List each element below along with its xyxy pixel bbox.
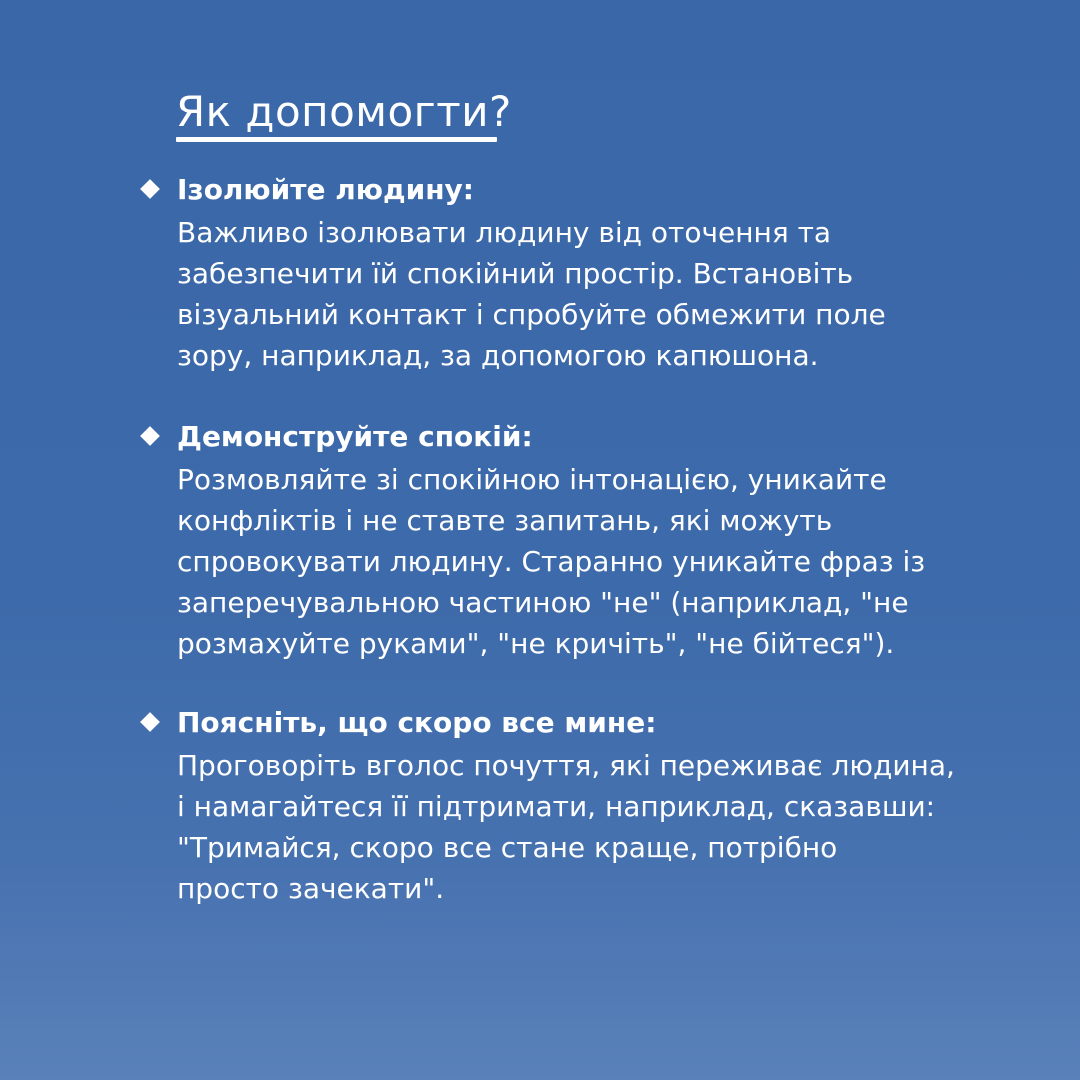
tip-section-isolate xyxy=(140,172,940,376)
tip-text-line: розмахуйте руками", "не кричіть", "не бійтеся"). xyxy=(177,627,895,660)
tip-text-line: Проговоріть вголос почуття, які переживає людина, xyxy=(177,749,955,782)
tip-body xyxy=(177,745,955,909)
diamond-bullet-icon xyxy=(140,712,160,732)
diamond-bullet-icon xyxy=(140,426,160,446)
tip-body xyxy=(177,212,940,376)
tip-text-line: спровокувати людину. Старанно уникайте фраз із xyxy=(177,545,926,578)
tip-text-line: візуальний контакт і спробуйте обмежити поле xyxy=(177,298,886,331)
diamond-bullet-icon xyxy=(140,179,160,199)
tip-body xyxy=(177,459,940,664)
tip-section-calm xyxy=(140,419,940,664)
page-title: Як допомогти? xyxy=(176,87,512,136)
tip-title: Ізолюйте людину: xyxy=(177,173,474,206)
tip-text-line: забезпечити їй спокійний простір. Встановіть xyxy=(177,257,854,290)
tip-text-line: просто зачекати". xyxy=(177,872,445,905)
tip-header xyxy=(140,172,940,212)
tip-text-line: Важливо ізолювати людину від оточення та xyxy=(177,216,832,249)
tip-text-line: "Тримайся, скоро все стане краще, потрібно xyxy=(177,831,838,864)
tip-text-line: конфліктів і не ставте запитань, які можуть xyxy=(177,504,833,537)
tip-section-explain xyxy=(140,705,955,909)
tip-header xyxy=(140,419,940,459)
tip-header xyxy=(140,705,940,745)
tip-text-line: заперечувальною частиною "не" (наприклад, "не xyxy=(177,586,909,619)
tip-text-line: і намагайтеся її підтримати, наприклад, сказавши: xyxy=(177,790,936,823)
tip-title: Демонструйте спокій: xyxy=(177,420,533,453)
tip-text-line: Розмовляйте зі спокійною інтонацією, уникайте xyxy=(177,463,887,496)
tip-title: Поясніть, що скоро все мине: xyxy=(177,706,657,739)
title-underline xyxy=(176,137,497,142)
tip-text-line: зору, наприклад, за допомогою капюшона. xyxy=(177,339,819,372)
